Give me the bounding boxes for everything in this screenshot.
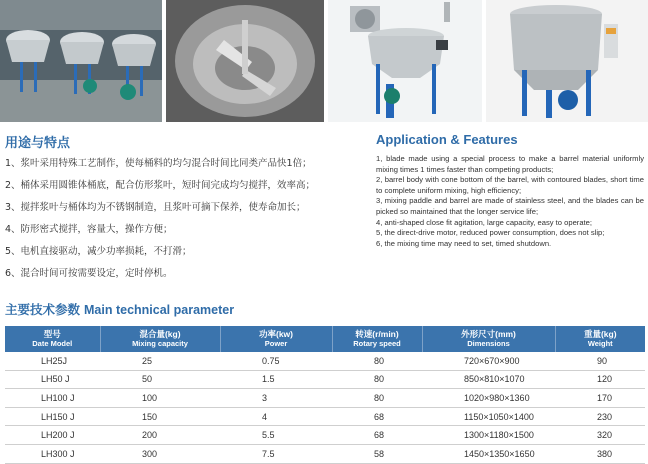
parameters-title: [5, 300, 234, 318]
cell-capacity: 300: [100, 444, 220, 463]
cell-model: LH25J: [5, 352, 100, 370]
table-row: [5, 370, 645, 389]
cell-weight: 380: [555, 444, 645, 463]
feature-item-cn: 1、浆叶采用特殊工艺制作，使每桶料的均匀混合时间比同类产品快1倍；: [5, 158, 312, 169]
cell-model: LH150 J: [5, 407, 100, 426]
cell-dimensions: 1450×1350×1650: [422, 444, 555, 463]
features-list-en: [376, 154, 644, 249]
cell-dimensions: 850×810×1070: [422, 370, 555, 389]
feature-item-cn: 6、混合时间可按需要设定，定时停机。: [5, 268, 173, 279]
cell-dimensions: 1300×1180×1500: [422, 426, 555, 445]
cell-dimensions: 1020×980×1360: [422, 389, 555, 408]
feature-item-en: 5, the direct-drive motor, reduced power consumption, does not slip;: [376, 228, 605, 238]
table-row: [5, 426, 645, 445]
header-dimensions: 外形尺寸(mm) Dimensions: [422, 326, 555, 352]
cell-capacity: 25: [100, 352, 220, 370]
header-speed: 转速(r/min) Rotary speed: [332, 326, 422, 352]
cell-weight: 120: [555, 370, 645, 389]
cell-dimensions: 720×670×900: [422, 352, 555, 370]
cell-capacity: 200: [100, 426, 220, 445]
feature-item-en: 2, barrel body with cone bottom of the barrel, with contoured blades, short time to complete uniform mixing, high efficiency;: [376, 175, 644, 195]
cell-model: LH100 J: [5, 389, 100, 408]
feature-item-cn: 5、电机直接驱动，减少功率损耗，不打滑；: [5, 246, 192, 257]
cell-weight: 90: [555, 352, 645, 370]
cell-speed: 80: [332, 370, 422, 389]
feature-item-en: 6, the mixing time may need to set, timed shutdown.: [376, 238, 552, 248]
feature-item-cn: 2、桶体采用圆锥体桶底，配合仿形浆叶，短时间完成均匀搅拌，效率高；: [5, 180, 316, 191]
features-list-cn: [5, 153, 365, 285]
cell-weight: 320: [555, 426, 645, 445]
header-model: 型号 Date Model: [5, 326, 100, 352]
features-title-cn: 用途与特点: [5, 136, 71, 151]
cell-power: 4: [220, 407, 332, 426]
header-weight: 重量(kg) Weight: [555, 326, 645, 352]
header-capacity: 混合量(kg) Mixing capacity: [100, 326, 220, 352]
table-header-row: [5, 326, 645, 352]
cell-model: LH200 J: [5, 426, 100, 445]
cell-capacity: 50: [100, 370, 220, 389]
cell-power: 3: [220, 389, 332, 408]
table-row: [5, 352, 645, 370]
cell-dimensions: 1150×1050×1400: [422, 407, 555, 426]
feature-item-en: 4, anti-shaped close fit agitation, large capacity, easy to operate;: [376, 217, 592, 227]
header-power: 功率(kw) Power: [220, 326, 332, 352]
feature-item-cn: 4、防形密式搅拌，容量大，操作方便；: [5, 224, 173, 235]
product-photos: [0, 0, 648, 122]
cell-power: 1.5: [220, 370, 332, 389]
cell-model: LH50 J: [5, 370, 100, 389]
table-row: [5, 389, 645, 408]
cell-speed: 68: [332, 407, 422, 426]
cell-speed: 80: [332, 352, 422, 370]
table-row: [5, 407, 645, 426]
mixer-interior-photo: [166, 0, 324, 122]
mixer-machine-photo: [328, 0, 482, 122]
mixer-group-photo: [0, 0, 162, 122]
cell-power: 0.75: [220, 352, 332, 370]
cell-power: 7.5: [220, 444, 332, 463]
cell-capacity: 150: [100, 407, 220, 426]
features-title-en: Application & Features: [376, 132, 518, 147]
cell-power: 5.5: [220, 426, 332, 445]
cell-weight: 170: [555, 389, 645, 408]
cell-speed: 80: [332, 389, 422, 408]
feature-item-en: 1, blade made using a special process to make a barrel material uniformly mixing times 1 times faster than competing products;: [376, 154, 644, 174]
parameter-table: [5, 326, 645, 464]
cell-speed: 58: [332, 444, 422, 463]
cell-speed: 68: [332, 426, 422, 445]
cell-capacity: 100: [100, 389, 220, 408]
cell-model: LH300 J: [5, 444, 100, 463]
parameters-title-en: Main technical parameter: [84, 303, 235, 317]
parameters-title-cn: 主要技术参数: [5, 302, 81, 317]
mixer-tank-photo: [486, 0, 648, 122]
table-row: [5, 444, 645, 463]
cell-weight: 230: [555, 407, 645, 426]
feature-item-en: 3, mixing paddle and barrel are made of stainless steel, and the blades can be picked so maintained that the longer service life;: [376, 196, 644, 216]
feature-item-cn: 3、搅拌浆叶与桶体均为不锈钢制造，且浆叶可摘下保养，使寿命加长；: [5, 202, 306, 213]
